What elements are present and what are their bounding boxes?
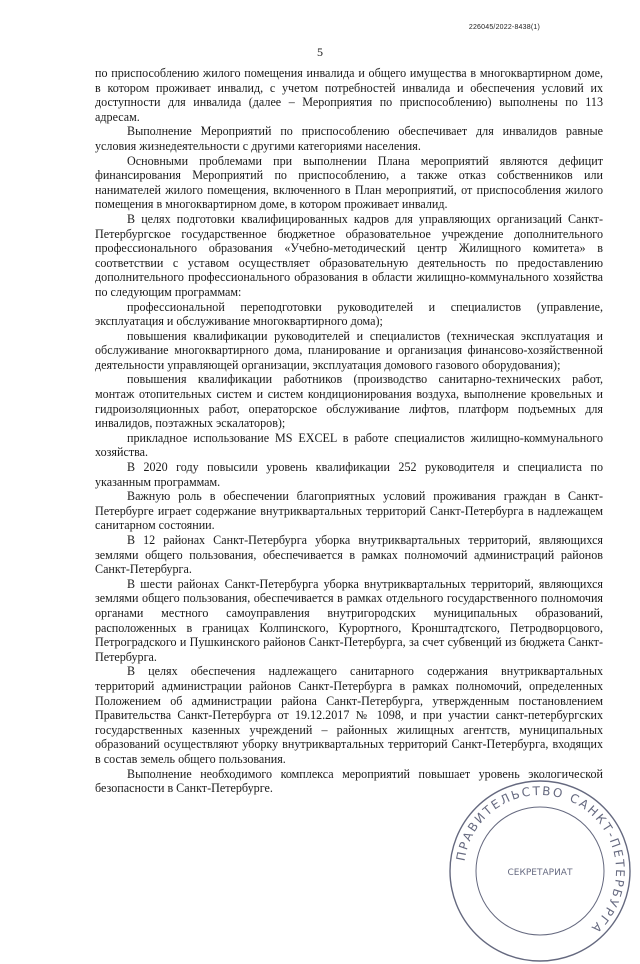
- seal-inner-ring: [476, 807, 604, 935]
- document-registration-number: 226045/2022-8438(1): [468, 24, 540, 31]
- official-seal-stamp: [447, 778, 633, 964]
- document-body: [95, 66, 603, 796]
- program-list-item: повышения квалификации работников (производство санитарно-технических работ, монтаж отопительных систем и систем кондиционирования воздуха, выполнение кровельных и гидроизоляционных работ, операторское обслуживание лифтов, платформ подъемных для инвалидов, поэтажных эскалаторов);: [95, 372, 603, 431]
- seal-outer-text: ПРАВИТЕЛЬСТВО САНКТ-ПЕТЕРБУРГА: [453, 783, 628, 937]
- program-list-item: профессиональной переподготовки руководителей и специалистов (управление, эксплуатация и обслуживание многоквартирного дома);: [95, 299, 603, 329]
- page-number: 5: [317, 45, 323, 59]
- paragraph: В целях подготовки квалифицированных кадров для управляющих организаций Санкт-Петербургское государственное бюджетное образовательное учреждение дополнительного профессионального образования «Учебно-методический центр Жилищного комитета» в соответствии с уставом осуществляет образовательную деятельность по предоставлению дополнительного профессионального образования в области жилищно-коммунального хозяйства по следующим программам:: [95, 211, 603, 299]
- paragraph: по приспособлению жилого помещения инвалида и общего имущества в многоквартирном доме, в котором проживает инвалид, с учетом потребностей инвалида и обеспечения условий их доступности для инвалида (далее – Мероприятия по приспособлению) выполнены по 113 адресам.: [95, 66, 603, 124]
- svg-text:ПРАВИТЕЛЬСТВО САНКТ-ПЕТЕРБУРГА: [454, 784, 628, 937]
- paragraph: Выполнение Мероприятий по приспособлению обеспечивает для инвалидов равные условия жизнедеятельности с другими категориями населения.: [95, 124, 603, 153]
- paragraph: Основными проблемами при выполнении Плана мероприятий являются дефицит финансирования Мероприятий по приспособлению, а также отказ собственников или нанимателей жилого помещения, включенного в План мероприятий, от приспособления жилого помещения в многоквартирном доме, в котором проживает инвалид.: [95, 153, 603, 212]
- paragraph: В целях обеспечения надлежащего санитарного содержания внутриквартальных территорий администрации районов Санкт-Петербурга в рамках полномочий, определенных Положением об администрации района Санкт-Петербурга, утвержденным постановлением Правительства Санкт-Петербурга от 19.12.2017 № 1098, и при участии санкт-петербургских государственных казенных учреждений – районных жилищных агентств, муниципальных образований осуществляют уборку внутриквартальных территорий Санкт-Петербурга, входящих в состав земель общего пользования.: [95, 664, 603, 766]
- paragraph: Выполнение необходимого комплекса мероприятий повышает уровень экологической безопасности в Санкт-Петербурге.: [95, 766, 603, 796]
- paragraph: В 12 районах Санкт-Петербурга уборка внутриквартальных территорий, являющихся землями общего пользования, обеспечивается в рамках полномочий администраций районов Санкт-Петербурга.: [95, 533, 603, 577]
- program-list-item: прикладное использование MS EXCEL в работе специалистов жилищно-коммунального хозяйства.: [95, 430, 603, 460]
- paragraph: Важную роль в обеспечении благоприятных условий проживания граждан в Санкт-Петербурге играет содержание внутриквартальных территорий Санкт-Петербурга в надлежащем санитарном состоянии.: [95, 489, 603, 533]
- seal-center-text: СЕКРЕТАРИАТ: [507, 868, 573, 878]
- seal-outer-ring: [450, 781, 630, 961]
- program-list-item: повышения квалификации руководителей и специалистов (техническая эксплуатация и обслуживание многоквартирного дома, планирование и организация финансово-хозяйственной деятельности управляющей организации, эксплуатация домового газового оборудования);: [95, 328, 603, 372]
- paragraph: В шести районах Санкт-Петербурга уборка внутриквартальных территорий, являющихся землями общего пользования, обеспечивается в рамках отдельного государственного полномочия органами местного самоуправления внутригородских муниципальных образований, расположенных в границах Колпинского, Курортного, Кронштадтского, Петродворцового, Петроградского и Пушкинского районов Санкт-Петербурга, за счет субвенций из бюджета Санкт-Петербурга.: [95, 576, 603, 664]
- paragraph: В 2020 году повысили уровень квалификации 252 руководителя и специалиста по указанным программам.: [95, 460, 603, 489]
